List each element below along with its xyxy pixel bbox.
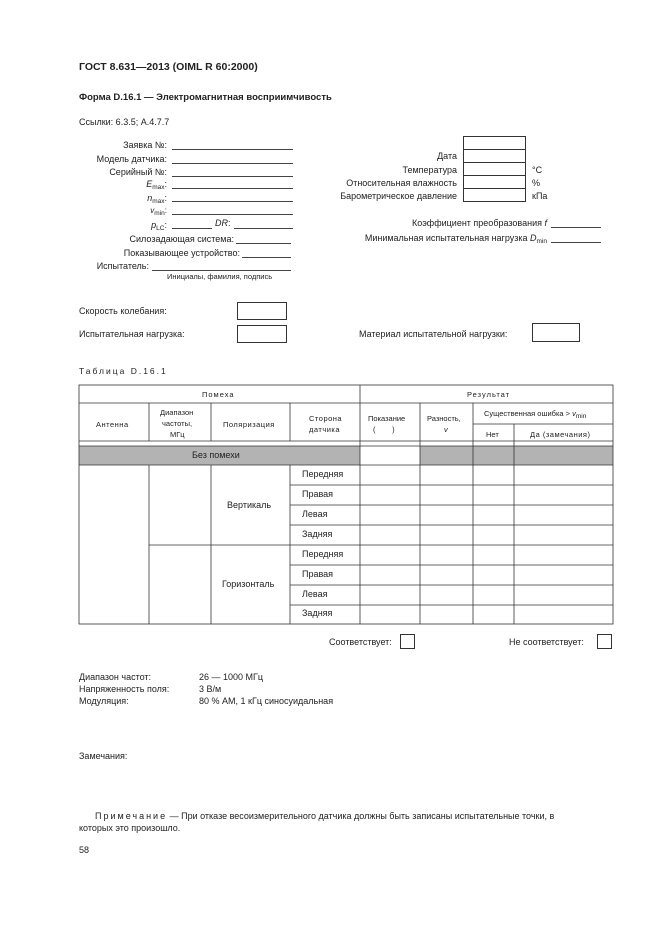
- label-pressure: Барометрическое давление: [340, 191, 457, 201]
- remarks-label: Замечания:: [79, 751, 128, 761]
- col-no: Нет: [486, 430, 499, 439]
- label-emax: $E_{max}$:: [146, 179, 167, 191]
- side-cell: Задняя: [302, 608, 333, 618]
- col-reading-1: Показание: [368, 414, 406, 423]
- col-range-2: частоты,: [162, 419, 193, 428]
- side-cell: Правая: [302, 489, 334, 499]
- plc-symbol: p: [151, 220, 157, 230]
- label-dr: DR:: [215, 218, 231, 228]
- side-cell: Левая: [302, 589, 328, 599]
- label-load-system: Силозадающая система:: [129, 234, 234, 244]
- param-freq-value: 26 — 1000 МГц: [199, 672, 264, 682]
- param-mod-label: Модуляция:: [79, 696, 129, 706]
- col-reading-2: ( ): [373, 425, 395, 434]
- dr-symbol: DR: [215, 218, 228, 228]
- col-antenna: Антенна: [96, 420, 129, 429]
- references: Ссылки: 6.3.5; А.4.7.7: [79, 117, 170, 127]
- document-code: ГОСТ 8.631—2013 (OIML R 60:2000): [79, 61, 258, 73]
- note-line-1: [95, 812, 554, 821]
- label-indicator: Показывающее устройство:: [123, 248, 240, 258]
- checkbox-fails[interactable]: [597, 634, 612, 649]
- unit-pressure: кПа: [532, 191, 548, 201]
- col-side-2: датчика: [309, 425, 341, 434]
- nmax-symbol: n: [147, 193, 153, 203]
- unit-humidity: %: [532, 178, 541, 188]
- label-humidity: Относительная влажность: [346, 178, 457, 188]
- no-interference-shade-yes: [514, 446, 613, 465]
- header-interference: Помеха: [202, 390, 235, 399]
- side-cell: Задняя: [302, 529, 333, 539]
- note-text-1: — При отказе весоизмерительного датчика должны быть записаны испытательные точки, в: [167, 811, 555, 821]
- vmin-symbol: v: [150, 206, 155, 215]
- label-serial: Серийный №:: [109, 167, 167, 177]
- form-title: Форма D.16.1 — Электромагнитная восприимчивость: [79, 92, 332, 103]
- label-vmin: $v_{min}$:: [150, 206, 167, 217]
- min-load-symbol: D: [530, 233, 537, 243]
- min-load-text: Минимальная испытательная нагрузка: [364, 233, 528, 243]
- pol-vertical: Вертикаль: [227, 500, 272, 510]
- label-fails: Не соответствует:: [509, 637, 584, 647]
- table-caption: Таблица D.16.1: [79, 366, 168, 376]
- pol-horizontal: Горизонталь: [222, 579, 275, 589]
- col-yes: Да (замечания): [530, 430, 591, 439]
- no-interference-shade-difference: [420, 446, 473, 465]
- conversion-text: Коэффициент преобразования: [411, 218, 542, 228]
- col-difference-1: Разность,: [427, 414, 461, 423]
- note-label: Примечание: [95, 811, 168, 821]
- vmin-subscript: min: [154, 210, 165, 217]
- col-significant-symbol: v: [572, 409, 576, 418]
- label-passes: Соответствует:: [329, 637, 392, 647]
- label-application: Заявка №:: [123, 140, 167, 150]
- param-mod-value: 80 % АМ, 1 кГц синосуидальная: [199, 696, 334, 706]
- row-no-interference: Без помехи: [192, 450, 240, 460]
- side-cell: Передняя: [302, 469, 344, 479]
- checkbox-passes[interactable]: [400, 634, 415, 649]
- unit-temperature: °С: [532, 165, 543, 175]
- page-number: 58: [79, 845, 90, 855]
- param-field-value: 3 В/м: [199, 684, 222, 694]
- col-difference-2: v: [444, 425, 448, 434]
- label-temperature: Температура: [402, 165, 457, 175]
- min-load-subscript: min: [536, 238, 547, 245]
- nmax-subscript: max: [152, 198, 165, 205]
- tester-hint: Инициалы, фамилия, подпись: [167, 272, 273, 281]
- col-significant: [484, 410, 586, 421]
- emax-subscript: max: [152, 184, 165, 191]
- col-significant-text: Существенная ошибка >: [484, 409, 571, 418]
- col-significant-subscript: min: [575, 413, 587, 420]
- col-range-3: МГц: [170, 430, 185, 439]
- side-cell: Левая: [302, 509, 328, 519]
- label-tester: Испытатель:: [96, 261, 149, 271]
- side-cell: Правая: [302, 569, 334, 579]
- label-test-load: Испытательная нагрузка:: [79, 329, 185, 339]
- no-interference-shade-no: [473, 446, 514, 465]
- emax-symbol: E: [146, 179, 153, 189]
- label-load-material: Материал испытательной нагрузки:: [359, 329, 508, 339]
- header-result: Результат: [467, 390, 511, 399]
- table-grid: [79, 385, 613, 624]
- col-side-1: Сторона: [309, 414, 343, 423]
- label-plc: $p_{LC}$:: [151, 220, 167, 232]
- col-range-1: Диапазон: [160, 408, 194, 417]
- param-freq-label: Диапазон частот:: [79, 672, 152, 682]
- note-line-2: которых это произошло.: [79, 823, 181, 833]
- conversion-symbol: f: [544, 218, 547, 228]
- col-polarization: Поляризация: [223, 420, 275, 429]
- param-field-label: Напряженность поля:: [79, 684, 170, 694]
- label-nmax: $n_{max}$:: [147, 193, 167, 205]
- label-date: Дата: [437, 151, 457, 161]
- label-vibration-speed: Скорость колебания:: [79, 306, 167, 316]
- label-sensor-model: Модель датчика:: [96, 154, 167, 164]
- side-cell: Передняя: [302, 549, 344, 559]
- plc-subscript: LC: [156, 225, 165, 232]
